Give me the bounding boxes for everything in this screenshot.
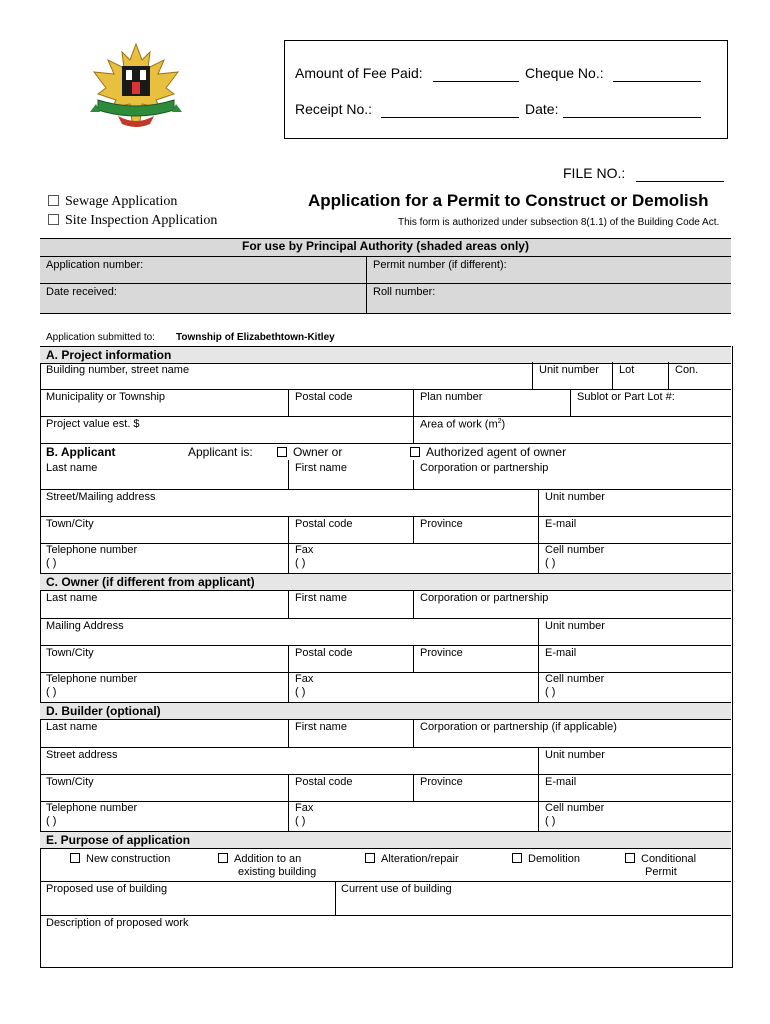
demolition-label: Demolition <box>528 853 580 865</box>
owner-telephone-field[interactable]: Telephone number <box>46 673 138 685</box>
amount-fee-field[interactable] <box>433 81 519 82</box>
checkbox-icon[interactable] <box>48 214 59 225</box>
con-field[interactable]: Con. <box>675 364 699 376</box>
authorized-agent-label: Authorized agent of owner <box>426 445 567 459</box>
owner-mailing-field[interactable]: Mailing Address <box>46 620 124 632</box>
builder-corporation-field[interactable]: Corporation or partnership (if applicable) <box>420 721 617 733</box>
unit-number-field[interactable]: Unit number <box>539 364 599 376</box>
addition-label-line2: existing building <box>238 866 317 878</box>
applicant-cell-paren: ( ) <box>545 557 556 569</box>
section-b-header <box>40 443 731 460</box>
owner-telephone-paren: ( ) <box>46 686 57 698</box>
sublot-field[interactable]: Sublot or Part Lot #: <box>577 391 675 403</box>
date-field[interactable] <box>563 117 701 118</box>
site-inspection-label: Site Inspection Application <box>65 213 218 228</box>
area-close-paren: ) <box>501 418 506 431</box>
checkbox-icon[interactable] <box>218 853 228 863</box>
applicant-corporation-field[interactable]: Corporation or partnership <box>420 462 549 474</box>
builder-province-field[interactable]: Province <box>420 776 463 788</box>
section-e-header <box>40 831 731 849</box>
new-construction-option[interactable] <box>70 853 170 865</box>
applicant-email-field[interactable]: E-mail <box>545 518 577 530</box>
lot-field[interactable]: Lot <box>619 364 635 376</box>
builder-cell-field[interactable]: Cell number <box>545 802 605 814</box>
receipt-label: Receipt No.: <box>295 101 373 117</box>
addition-option[interactable] <box>218 853 301 865</box>
roll-number-field[interactable]: Roll number: <box>373 286 436 298</box>
checkbox-icon[interactable] <box>277 447 287 457</box>
authority-note: This form is authorized under subsection 8(1.1) of the Building Code Act. <box>398 217 720 228</box>
applicant-street-field[interactable]: Street/Mailing address <box>46 491 156 503</box>
owner-province-field[interactable]: Province <box>420 647 463 659</box>
builder-unit-field[interactable]: Unit number <box>545 749 605 761</box>
cheque-field[interactable] <box>613 81 701 82</box>
submitted-to-value: Township of Elizabethtown-Kitley <box>176 332 335 343</box>
applicant-fax-paren: ( ) <box>295 557 306 569</box>
owner-postal-field[interactable]: Postal code <box>295 647 353 659</box>
plan-number-field[interactable]: Plan number <box>420 391 483 403</box>
section-a-header <box>40 346 731 364</box>
applicant-postal-field[interactable]: Postal code <box>295 518 353 530</box>
builder-postal-field[interactable]: Postal code <box>295 776 353 788</box>
cheque-label: Cheque No.: <box>525 65 604 81</box>
conditional-label-line2: Permit <box>645 866 677 878</box>
sewage-application-option[interactable] <box>48 194 177 210</box>
authorized-agent-option[interactable] <box>410 445 566 459</box>
principal-authority-header: For use by Principal Authority (shaded areas only) <box>242 239 529 253</box>
current-use-field[interactable]: Current use of building <box>341 883 452 895</box>
builder-street-field[interactable]: Street address <box>46 749 118 761</box>
owner-first-name-field[interactable]: First name <box>295 592 347 604</box>
applicant-is-label: Applicant is: <box>188 445 253 459</box>
checkbox-icon[interactable] <box>410 447 420 457</box>
checkbox-icon[interactable] <box>48 195 59 206</box>
township-crest-logo <box>88 42 184 134</box>
applicant-last-name-field[interactable]: Last name <box>46 462 98 474</box>
page-title: Application for a Permit to Construct or Demolish <box>308 191 709 210</box>
conditional-permit-option[interactable] <box>625 853 696 865</box>
proposed-use-field[interactable]: Proposed use of building <box>46 883 168 895</box>
owner-option[interactable] <box>277 445 342 459</box>
description-field[interactable]: Description of proposed work <box>46 917 189 929</box>
section-d-title: D. Builder (optional) <box>46 704 161 718</box>
checkbox-icon[interactable] <box>625 853 635 863</box>
alteration-label: Alteration/repair <box>381 853 459 865</box>
owner-fax-paren: ( ) <box>295 686 306 698</box>
building-number-field[interactable]: Building number, street name <box>46 364 190 376</box>
builder-telephone-field[interactable]: Telephone number <box>46 802 138 814</box>
demolition-option[interactable] <box>512 853 580 865</box>
file-no-label: FILE NO.: <box>563 165 626 181</box>
owner-cell-field[interactable]: Cell number <box>545 673 605 685</box>
owner-corporation-field[interactable]: Corporation or partnership <box>420 592 549 604</box>
submitted-to-label: Application submitted to: <box>46 332 155 343</box>
application-number-field[interactable]: Application number: <box>46 259 144 271</box>
permit-number-field[interactable]: Permit number (if different): <box>373 259 507 271</box>
builder-first-name-field[interactable]: First name <box>295 721 347 733</box>
applicant-unit-field[interactable]: Unit number <box>545 491 605 503</box>
builder-last-name-field[interactable]: Last name <box>46 721 98 733</box>
applicant-cell-field[interactable]: Cell number <box>545 544 605 556</box>
owner-cell-paren: ( ) <box>545 686 556 698</box>
new-construction-label: New construction <box>86 853 171 865</box>
builder-telephone-paren: ( ) <box>46 815 57 827</box>
checkbox-icon[interactable] <box>365 853 375 863</box>
applicant-fax-field[interactable]: Fax <box>295 544 314 556</box>
owner-option-label: Owner or <box>293 445 343 459</box>
section-c-header <box>40 573 731 591</box>
sewage-application-label: Sewage Application <box>65 194 178 209</box>
site-inspection-option[interactable] <box>48 213 217 229</box>
checkbox-icon[interactable] <box>512 853 522 863</box>
file-no-field[interactable] <box>636 181 724 182</box>
alteration-option[interactable] <box>365 853 459 865</box>
owner-fax-field[interactable]: Fax <box>295 673 314 685</box>
project-value-field[interactable]: Project value est. $ <box>46 418 140 430</box>
section-e-title: E. Purpose of application <box>46 833 191 847</box>
owner-unit-field[interactable]: Unit number <box>545 620 605 632</box>
section-a-title: A. Project information <box>46 348 172 362</box>
owner-last-name-field[interactable]: Last name <box>46 592 98 604</box>
addition-label: Addition to an <box>234 853 302 865</box>
applicant-province-field[interactable]: Province <box>420 518 463 530</box>
area-superscript: 2 <box>497 418 502 425</box>
applicant-first-name-field[interactable]: First name <box>295 462 347 474</box>
section-d-header <box>40 702 731 720</box>
builder-cell-paren: ( ) <box>545 815 556 827</box>
checkbox-icon[interactable] <box>70 853 80 863</box>
receipt-field[interactable] <box>381 117 519 118</box>
principal-authority-box <box>40 238 731 314</box>
builder-town-field[interactable]: Town/City <box>46 776 94 788</box>
owner-town-field[interactable]: Town/City <box>46 647 94 659</box>
builder-fax-field[interactable]: Fax <box>295 802 314 814</box>
form-frame <box>40 346 733 968</box>
fee-box <box>284 40 728 139</box>
date-label: Date: <box>525 101 559 117</box>
amount-fee-label: Amount of Fee Paid: <box>295 65 423 81</box>
conditional-label: Conditional <box>641 853 697 865</box>
date-received-field[interactable]: Date received: <box>46 286 117 298</box>
owner-email-field[interactable]: E-mail <box>545 647 577 659</box>
builder-email-field[interactable]: E-mail <box>545 776 577 788</box>
municipality-field[interactable]: Municipality or Township <box>46 391 166 403</box>
builder-fax-paren: ( ) <box>295 815 306 827</box>
applicant-telephone-paren: ( ) <box>46 557 57 569</box>
applicant-telephone-field[interactable]: Telephone number <box>46 544 138 556</box>
area-of-work-label: Area of work (m <box>420 418 498 431</box>
area-of-work-field[interactable] <box>420 418 505 431</box>
postal-code-field[interactable]: Postal code <box>295 391 353 403</box>
section-c-title: C. Owner (if different from applicant) <box>46 575 255 589</box>
applicant-town-field[interactable]: Town/City <box>46 518 94 530</box>
section-b-title: B. Applicant <box>46 445 116 459</box>
